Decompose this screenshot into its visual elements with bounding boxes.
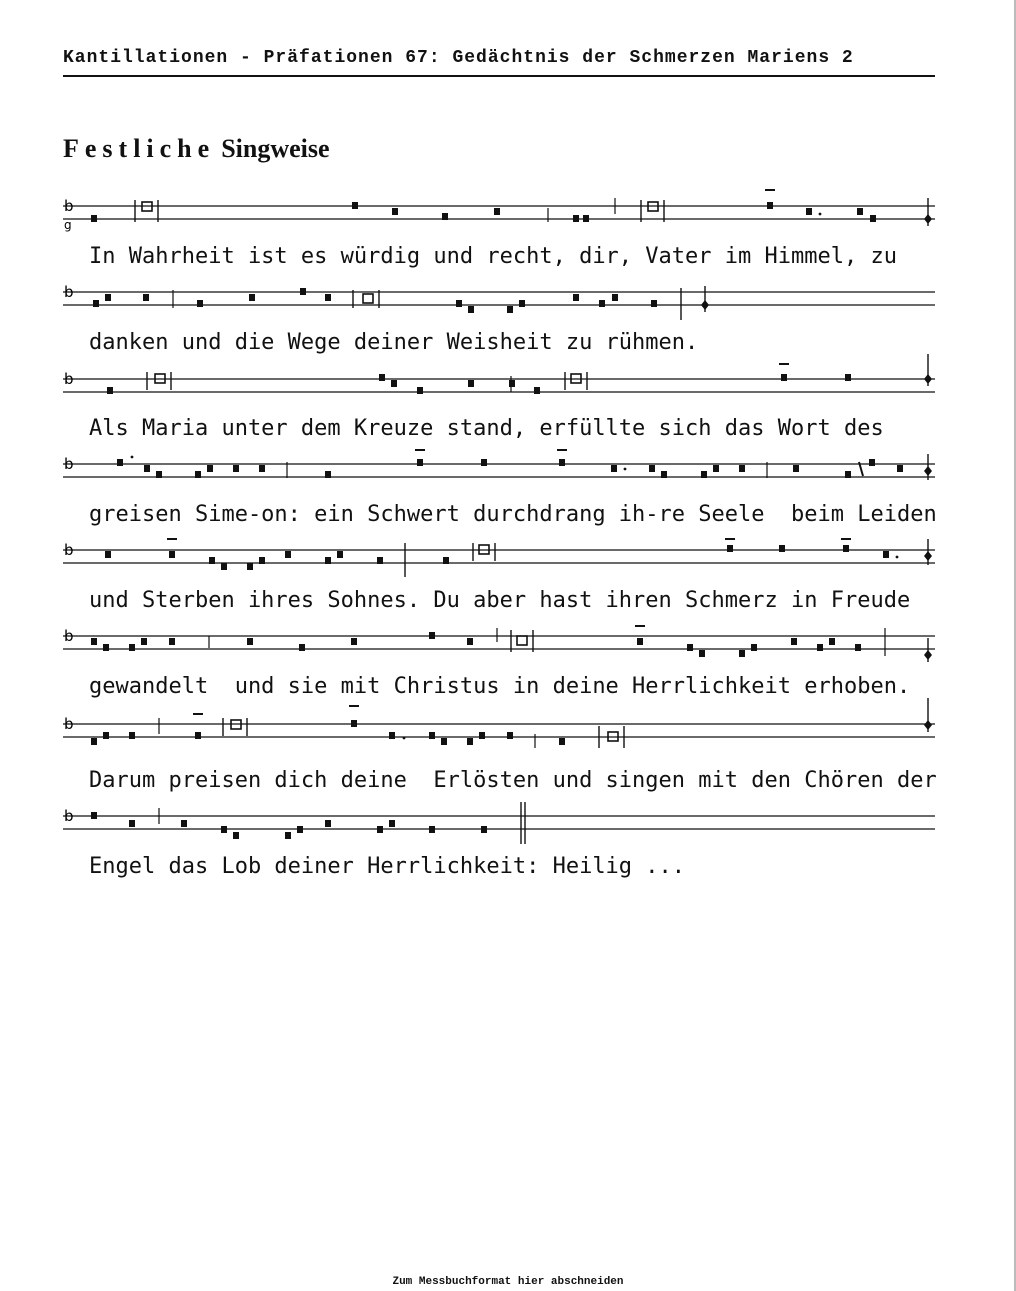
section-title-rest: Singweise: [221, 134, 330, 163]
chant-staff-7: [63, 708, 935, 758]
flat-sign: b: [64, 370, 74, 388]
lyric-line-5: und Sterben ihres Sohnes. Du aber hast ihren Schmerz in Freude: [89, 588, 911, 613]
lyric-line-1: In Wahrheit ist es würdig und recht, dir, Vater im Himmel, zu: [89, 244, 897, 269]
clef-letter: g: [64, 218, 72, 232]
lyric-line-4: greisen Sime-on: ein Schwert durchdrang ih-re Seele beim Leiden: [89, 502, 937, 527]
chant-staff-6: [63, 622, 935, 672]
flat-sign: b: [64, 541, 74, 559]
flat-sign: b: [64, 715, 74, 733]
lyric-line-8: Engel das Lob deiner Herrlichkeit: Heilig ...: [89, 854, 686, 879]
flat-sign: b: [64, 283, 74, 301]
lyric-line-2: danken und die Wege deiner Weisheit zu rühmen.: [89, 330, 699, 355]
header-rule: [63, 75, 935, 77]
chant-staff-1: [63, 188, 935, 238]
chant-staff-8: [63, 800, 935, 850]
lyric-line-6: gewandelt und sie mit Christus in deine Herrlichkeit erhoben.: [89, 674, 911, 699]
chant-staff-5: [63, 535, 935, 585]
flat-sign: b: [64, 627, 74, 645]
lyric-line-7: Darum preisen dich deine Erlösten und singen mit den Chören der: [89, 768, 937, 793]
chant-staff-2: [63, 280, 935, 330]
flat-sign: b: [64, 455, 74, 473]
flat-sign: b: [64, 197, 74, 215]
chant-staff-3: [63, 362, 935, 412]
lyric-line-3: Als Maria unter dem Kreuze stand, erfüllte sich das Wort des: [89, 416, 884, 441]
chant-staff-4: [63, 448, 935, 498]
section-title: [63, 134, 330, 164]
cut-instruction: Zum Messbuchformat hier abschneiden: [392, 1276, 624, 1288]
section-title-spaced: Festliche: [63, 134, 216, 163]
flat-sign: b: [64, 807, 74, 825]
page-header: Kantillationen - Präfationen 67: Gedächtnis der Schmerzen Mariens 2: [63, 48, 854, 68]
